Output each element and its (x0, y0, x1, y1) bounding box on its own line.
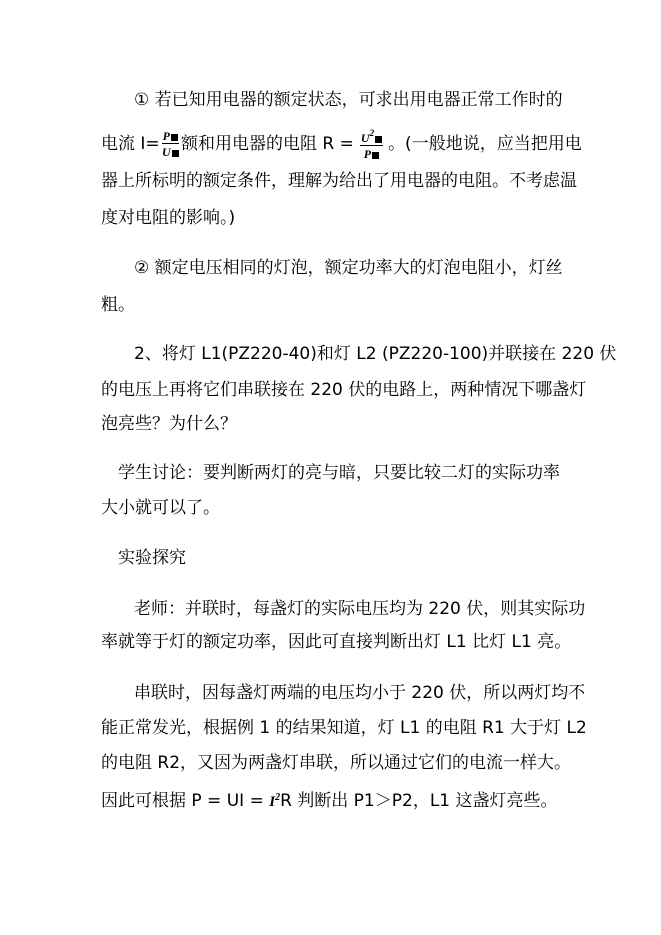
paragraph-3-line-3: 泡亮些？为什么？ (101, 414, 237, 434)
paragraph-3-line-1: 2、将灯 L1(PZ220-40)和灯 L2 (PZ220-100)并联接在 220 伏 (134, 344, 617, 364)
section-heading: 实验探究 (118, 548, 186, 568)
paragraph-7-line-3: 的电阻 R2，又因为两盏灯串联，所以通过它们的电流一样大。 (101, 753, 572, 773)
power-formula-prefix: 因此可根据 P = UI = (101, 791, 264, 811)
paragraph-1-line-2-tail: 。(一般地说，应当把用电 (388, 134, 582, 154)
paragraph-3-line-2: 的电压上再将它们串联接在 220 伏的电路上，两种情况下哪盏灯 (101, 380, 587, 400)
paragraph-2-line-2: 粗。 (101, 295, 135, 315)
paragraph-1-line-1: ① 若已知用电器的额定状态，可求出用电器正常工作时的 (134, 90, 563, 110)
current-symbol: I (269, 794, 276, 810)
paragraph-7-line-1: 串联时，因每盏灯两端的电压均小于 220 伏，所以两灯均不 (134, 683, 586, 703)
current-exponent: 2 (275, 792, 281, 803)
formula-numerator: P (162, 128, 171, 143)
paragraph-1-line-3: 器上所标明的额定条件，理解为给出了用电器的电阻。不考虑温 (101, 171, 577, 191)
paragraph-6-line-1: 老师：并联时，每盏灯的实际电压均为 220 伏，则其实际功 (134, 599, 586, 619)
paragraph-2-line-1: ② 额定电压相同的灯泡，额定功率大的灯泡电阻小，灯丝 (134, 258, 563, 278)
current-label: 电流 I= (101, 134, 160, 154)
formula-exponent: 2 (369, 128, 375, 138)
paragraph-1-line-2 (101, 126, 582, 160)
resistance-label: 额和用电器的电阻 R = (181, 134, 354, 154)
paragraph-1-line-4: 度对电阻的影响。) (101, 208, 236, 228)
formula-numerator: U (360, 131, 370, 145)
power-formula-suffix: R 判断出 P1＞P2，L1 这盏灯亮些。 (280, 791, 558, 811)
paragraph-7-line-2: 能正常发光，根据例 1 的结果知道，灯 L1 的电阻 R1 大于灯 L2 (101, 718, 587, 738)
paragraph-4-line-1: 学生讨论：要判断两灯的亮与暗，只要比较二灯的实际功率 (118, 463, 560, 483)
paragraph-6-line-2: 率就等于灯的额定功率，因此可直接判断出灯 L1 比灯 L1 亮。 (101, 632, 572, 652)
paragraph-7-line-4 (101, 786, 558, 814)
paragraph-4-line-2: 大小就可以了。 (101, 498, 220, 518)
formula-denominator: U (162, 144, 171, 159)
formula-denominator: P (363, 147, 372, 161)
resistance-formula (360, 126, 383, 162)
current-formula (162, 129, 179, 160)
